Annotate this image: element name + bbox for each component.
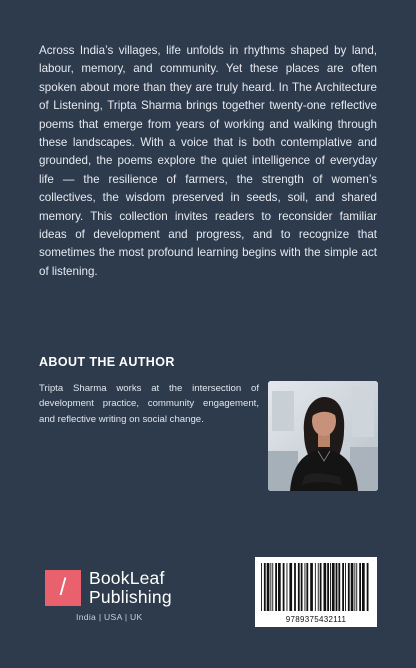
author-photo (268, 381, 378, 491)
barcode-bar (294, 563, 296, 611)
barcode-bar (261, 563, 262, 611)
barcode-bar (275, 563, 277, 611)
barcode-bar (327, 563, 329, 611)
barcode-bar (267, 563, 270, 611)
back-cover-blurb: Across India’s villages, life unfolds in rhythms shaped by land, labour, memory, and community. Yet these places are often spoken about more than they are truly heard. In The Architecture of Listening, Tripta Sharma brings together twenty-one reflective poems that emerge from years of working and walking through these landscapes. With a voice that is both contemplative and grounded, the poems explore the quiet intelligence of everyday life — the resilience of farmers, the strength of women’s collectives, the wisdom preserved in seeds, soil, and shared memory. This collection invites readers to reconsider familiar ideas of development and progress, and to recognize that sometimes the most profound learning begins with the simple act of listening. (39, 44, 377, 278)
isbn-barcode (255, 557, 377, 627)
isbn-number: 9789375432111 (285, 615, 347, 624)
barcode-bar (367, 563, 369, 611)
barcode-bar (264, 563, 266, 611)
barcode-bar (345, 563, 346, 611)
barcode-bar (362, 563, 365, 611)
barcode-bar (306, 563, 308, 611)
barcode-bar (359, 563, 361, 611)
barcode-bar (348, 563, 350, 611)
publisher-name (89, 569, 172, 607)
barcode-bar (354, 563, 355, 611)
barcode-bar (330, 563, 331, 611)
author-bio: Tripta Sharma works at the intersection of development practice, community engagement, and reflective writing on social change. (39, 383, 259, 425)
barcode-bar (283, 563, 285, 611)
barcode-bar (310, 563, 313, 611)
barcode-bar (320, 563, 322, 611)
barcode-bar (315, 563, 316, 611)
barcode-bar (342, 563, 344, 611)
barcode-bar (301, 563, 303, 611)
about-author-heading: ABOUT THE AUTHOR (39, 355, 175, 369)
barcode-bar (351, 563, 354, 611)
barcode-bar (324, 563, 327, 611)
barcode-bar (289, 563, 292, 611)
barcode-bar (338, 563, 340, 611)
publisher-name-line1: BookLeaf (89, 568, 165, 588)
barcode-bar (278, 563, 281, 611)
barcode-bar (336, 563, 338, 611)
publisher-logo (45, 569, 172, 607)
barcode-bar (305, 563, 306, 611)
barcode-bar (287, 563, 288, 611)
barcode-bar (270, 563, 271, 611)
barcode-bar (298, 563, 300, 611)
publisher-regions: India | USA | UK (76, 612, 143, 622)
barcode-bar (356, 563, 357, 611)
barcode-bar (318, 563, 319, 611)
publisher-name-line2: Publishing (89, 587, 172, 607)
publisher-mark-icon: / (45, 570, 81, 606)
barcode-bars (255, 557, 377, 615)
barcode-bar (332, 563, 335, 611)
barcode-bar (272, 563, 273, 611)
